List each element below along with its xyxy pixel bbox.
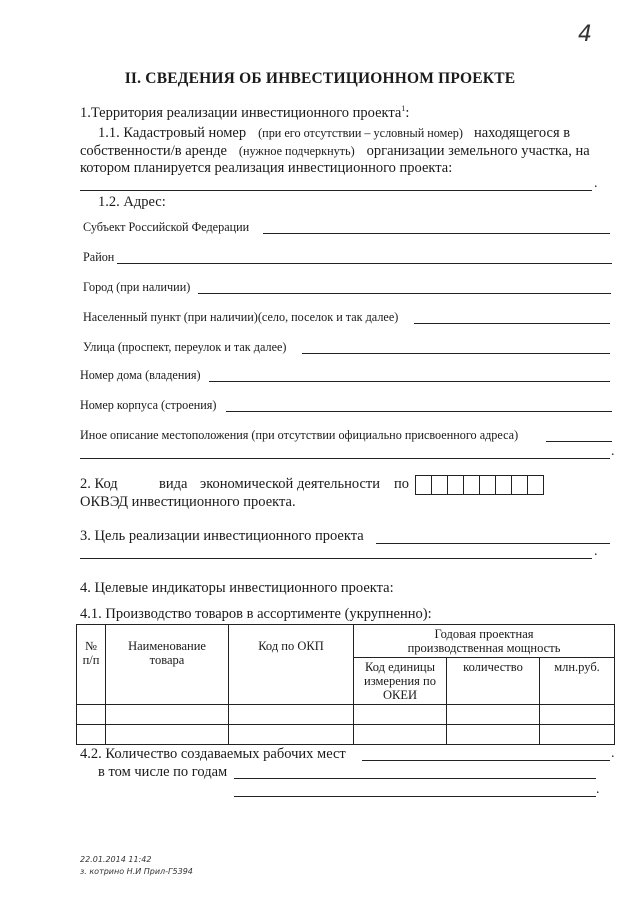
cadastral-cont: находящегося в [473, 125, 571, 141]
period: . [611, 746, 615, 761]
okved-line-1 [80, 476, 118, 493]
table-row [77, 705, 615, 725]
city-field[interactable] [198, 293, 611, 294]
table-cell[interactable] [447, 725, 540, 745]
table-cell[interactable] [106, 705, 229, 725]
page-number: 4 [578, 22, 592, 47]
table-cell[interactable] [447, 705, 540, 725]
period: . [611, 444, 615, 459]
period: . [594, 176, 598, 191]
table-cell[interactable] [540, 725, 615, 745]
okved-word-4: деятельности [297, 476, 381, 492]
section-1-heading-text: 1.Территория реализации инвестиционного проекта [80, 104, 402, 121]
period: . [594, 544, 598, 559]
production-table [76, 624, 615, 745]
settlement-label: Населенный пункт (при наличии)(село, поселок и так далее) [83, 310, 399, 324]
table-cell[interactable] [77, 705, 106, 725]
cadastral-line-2 [80, 142, 590, 160]
cadastral-label: 1.1. Кадастровый номер [98, 125, 247, 141]
settlement-field[interactable] [414, 323, 610, 324]
table-cell[interactable] [354, 725, 447, 745]
cadastral-line-1 [98, 124, 570, 142]
subject-field[interactable] [263, 233, 610, 234]
header-capacity-1: Годовая проектная [434, 627, 534, 641]
jobs-field[interactable] [362, 760, 610, 761]
table-cell[interactable] [77, 725, 106, 745]
other-location-field[interactable] [546, 441, 612, 442]
header-num [77, 625, 106, 705]
subheader-rub: млн.руб. [540, 658, 615, 705]
subheader-unit [354, 658, 447, 705]
ownership-label: собственности/в аренде [80, 143, 227, 159]
other-location-field-2[interactable] [80, 458, 610, 459]
table-cell[interactable] [229, 705, 354, 725]
district-field[interactable] [117, 263, 612, 264]
page-title: II. СВЕДЕНИЯ ОБ ИНВЕСТИЦИОННОМ ПРОЕКТЕ [124, 70, 516, 87]
goal-field-2[interactable] [80, 558, 592, 559]
header-num-2: п/п [82, 653, 100, 667]
indicators-heading: 4. Целевые индикаторы инвестиционного проекта: [80, 580, 394, 596]
header-num-1: № [85, 639, 97, 653]
header-name-1: Наименование [128, 639, 206, 653]
goal-field[interactable] [376, 543, 610, 544]
ownership-cont: организации земельного участка, на [366, 143, 590, 159]
subject-label: Субъект Российской Федерации [83, 220, 250, 234]
building-label: Номер корпуса (строения) [80, 398, 217, 412]
table-cell[interactable] [354, 705, 447, 725]
address-heading: 1.2. Адрес: [98, 194, 166, 210]
table-cell[interactable] [229, 725, 354, 745]
section-1-heading [80, 104, 409, 122]
jobs-by-year-label: в том числе по годам [98, 764, 228, 780]
header-okp: Код по ОКП [229, 625, 354, 705]
okved-word-2: вида [159, 476, 188, 492]
footer-ref: з. котрино Н.И Прил-Г5394 [80, 867, 193, 876]
footer-timestamp: 22.01.2014 11:42 [80, 855, 152, 864]
okved-digit-box[interactable] [447, 475, 464, 495]
table-cell[interactable] [540, 705, 615, 725]
okved-digit-box[interactable] [479, 475, 496, 495]
header-name [106, 625, 229, 705]
house-field[interactable] [209, 381, 610, 382]
subheader-unit-2: измерения по [364, 674, 436, 688]
okved-line-2: ОКВЭД инвестиционного проекта. [80, 494, 296, 510]
period: . [596, 782, 600, 797]
subheader-qty: количество [447, 658, 540, 705]
header-capacity-2: производственная мощность [407, 641, 561, 655]
okved-digit-box[interactable] [463, 475, 480, 495]
okved-word-1: 2. Код [80, 476, 118, 492]
jobs-by-year-field[interactable] [234, 778, 596, 779]
table-row [77, 725, 615, 745]
okved-digit-box[interactable] [415, 475, 432, 495]
okved-digit-box[interactable] [527, 475, 544, 495]
table-header-row [77, 625, 615, 658]
city-label: Город (при наличии) [83, 280, 191, 294]
okved-digit-box[interactable] [495, 475, 512, 495]
section-1-colon: : [405, 104, 410, 121]
footnote-mark: 1 [401, 104, 406, 113]
jobs-label: 4.2. Количество создаваемых рабочих мест [80, 746, 346, 762]
building-field[interactable] [226, 411, 612, 412]
cadastral-number-field[interactable] [80, 190, 592, 191]
ownership-note: (нужное подчеркнуть) [238, 144, 355, 158]
table-cell[interactable] [106, 725, 229, 745]
street-label: Улица (проспект, переулок и так далее) [83, 340, 287, 354]
okved-digit-box[interactable] [511, 475, 528, 495]
production-heading: 4.1. Производство товаров в ассортименте (укрупненно): [80, 606, 432, 622]
house-label: Номер дома (владения) [80, 368, 201, 382]
cadastral-line-3: котором планируется реализация инвестиционного проекта: [80, 160, 453, 176]
cadastral-note: (при его отсутствии – условный номер) [258, 126, 463, 140]
subheader-unit-3: ОКЕИ [382, 688, 418, 702]
street-field[interactable] [302, 353, 610, 354]
okved-digit-box[interactable] [431, 475, 448, 495]
jobs-by-year-field-2[interactable] [234, 796, 596, 797]
header-name-2: товара [149, 653, 185, 667]
okved-word-3: экономической [200, 476, 294, 492]
district-label: Район [83, 250, 115, 264]
goal-label: 3. Цель реализации инвестиционного проекта [80, 528, 364, 544]
other-location-label: Иное описание местоположения (при отсутствии официально присвоенного адреса) [80, 428, 519, 442]
okved-word-5: по [394, 476, 410, 492]
subheader-unit-1: Код единицы [365, 660, 435, 674]
header-capacity [354, 625, 615, 658]
okved-code-boxes[interactable] [416, 475, 544, 495]
